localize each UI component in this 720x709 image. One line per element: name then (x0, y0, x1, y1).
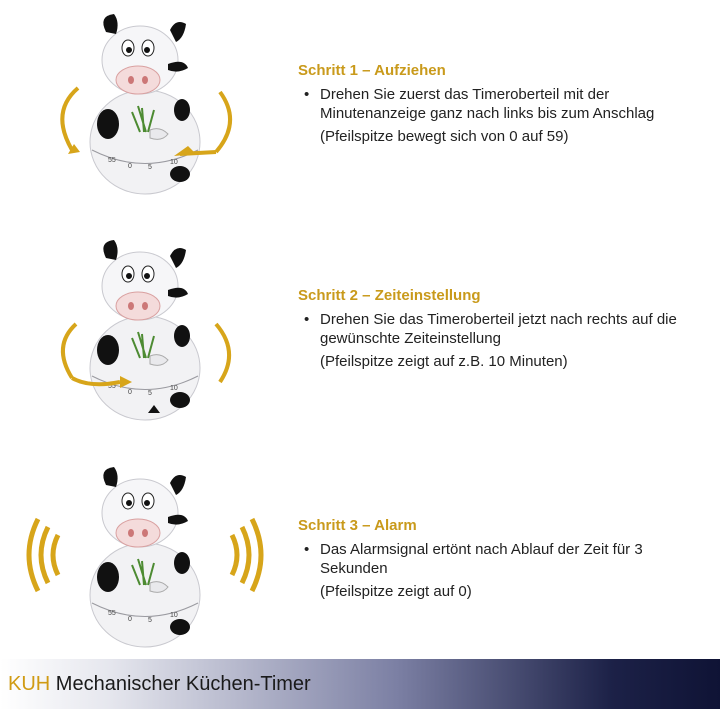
cow-timer-rotate-left-image (20, 2, 270, 202)
footer-brand: KUH (8, 673, 51, 695)
step-3 (298, 517, 698, 600)
footer-banner (0, 659, 720, 709)
step-instruction: • Drehen Sie das Timeroberteil jetzt nach rechts auf die gewünschte Zeiteinstellung (302, 310, 698, 348)
step-title: Schritt 1 – Aufziehen (298, 62, 446, 79)
step-instruction: • Das Alarmsignal ertönt nach Ablauf der Zeit für 3 Sekunden (302, 540, 698, 578)
step-title: Schritt 2 – Zeiteinstellung (298, 287, 481, 304)
rotate-arrow-icon (216, 324, 229, 382)
step-note: (Pfeilspitze zeigt auf 0) (320, 583, 472, 600)
step-note: (Pfeilspitze zeigt auf z.B. 10 Minuten) (320, 353, 568, 370)
step-instruction: • Drehen Sie zuerst das Timeroberteil mit der Minutenanzeige ganz nach links bis zum Anschlag (302, 85, 698, 123)
rotate-arrow-icon (62, 88, 78, 150)
step-title: Schritt 3 – Alarm (298, 517, 417, 534)
footer-product-name: Mechanischer Küchen-Timer (55, 673, 311, 695)
footer-title (8, 673, 311, 696)
step-note: (Pfeilspitze bewegt sich von 0 auf 59) (320, 128, 569, 145)
step-1 (298, 62, 698, 145)
cow-timer-alarm-image (20, 455, 270, 655)
cow-timer-rotate-right-image (20, 228, 270, 428)
step-2 (298, 287, 698, 370)
